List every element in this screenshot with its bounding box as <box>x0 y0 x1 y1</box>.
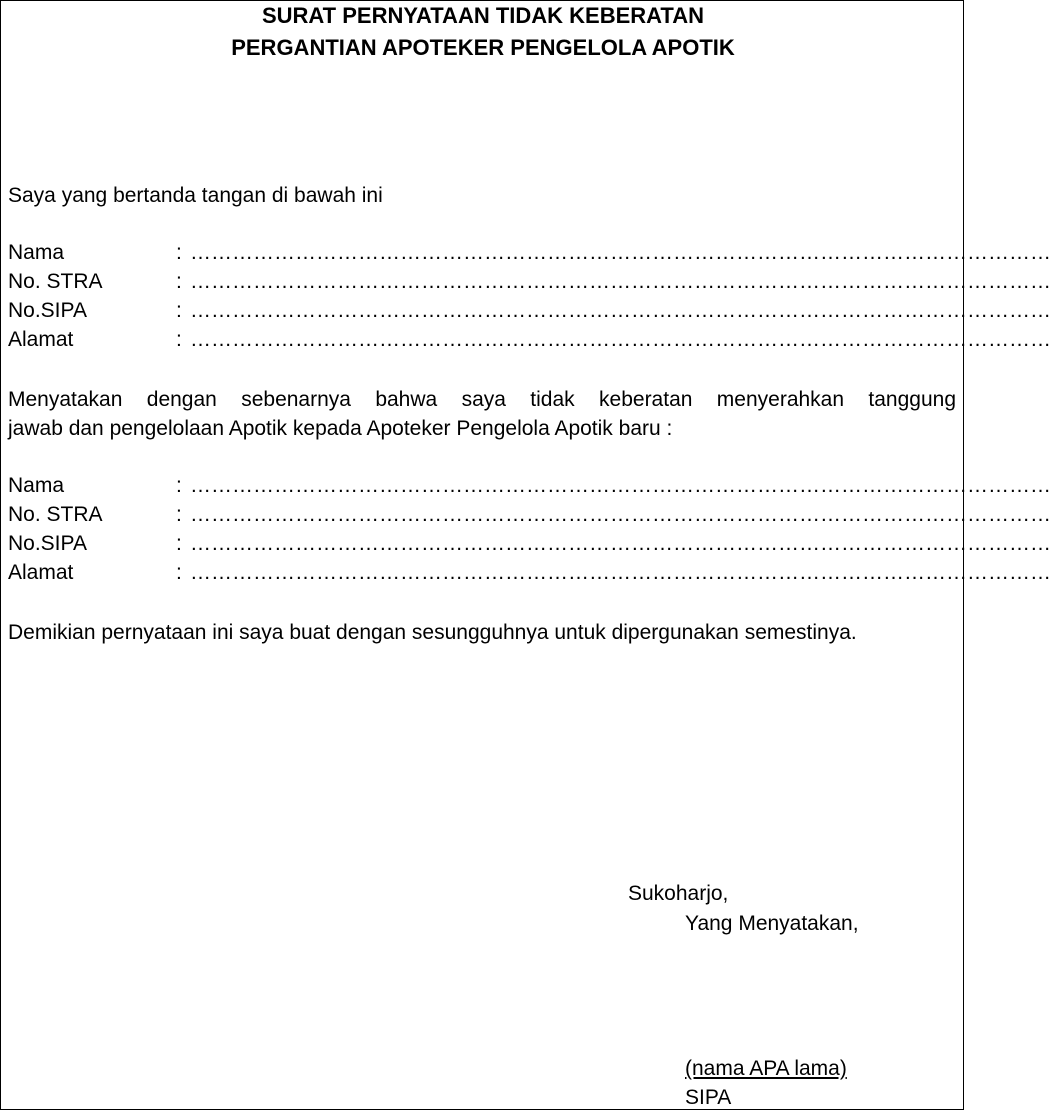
signature-declarant: Yang Menyatakan, <box>685 912 859 935</box>
first-alamat-blank: …………………………………………………………………………………………………………… <box>190 328 1051 351</box>
first-nama-colon: : <box>176 241 182 264</box>
second-nama-label: Nama <box>8 474 65 497</box>
second-nama-field <box>8 472 1051 500</box>
intro-text: Saya yang bertanda tangan di bawah ini <box>8 184 383 207</box>
first-alamat-field <box>8 326 1051 354</box>
second-sipa-colon: : <box>176 532 182 555</box>
first-stra-label: No. STRA <box>8 270 103 293</box>
title-line-1: SURAT PERNYATAAN TIDAK KEBERATAN <box>261 3 705 28</box>
first-sipa-field <box>8 297 1051 325</box>
second-sipa-blank: …………………………………………………………………………………………………………… <box>190 532 1051 555</box>
first-alamat-colon: : <box>176 328 182 351</box>
second-sipa-field <box>8 530 1051 558</box>
second-alamat-label: Alamat <box>8 561 74 584</box>
first-stra-colon: : <box>176 270 182 293</box>
second-stra-label: No. STRA <box>8 503 103 526</box>
first-alamat-label: Alamat <box>8 328 74 351</box>
second-stra-field <box>8 501 1051 529</box>
statement-line-1: Menyatakan dengan sebenarnya bahwa saya tidak keberatan menyerahkan tanggung <box>8 388 956 411</box>
signature-place: Sukoharjo, <box>628 882 729 905</box>
first-sipa-colon: : <box>176 299 182 322</box>
statement-line-2: jawab dan pengelolaan Apotik kepada Apoteker Pengelola Apotik baru : <box>8 417 673 440</box>
first-sipa-label: No.SIPA <box>8 299 87 322</box>
second-stra-blank: …………………………………………………………………………………………………………… <box>190 503 1051 526</box>
signature-sipa: SIPA <box>685 1086 732 1109</box>
first-stra-blank: …………………………………………………………………………………………………………… <box>190 270 1051 293</box>
second-nama-blank: …………………………………………………………………………………………………………… <box>190 474 1051 497</box>
closing-text: Demikian pernyataan ini saya buat dengan sesungguhnya untuk dipergunakan semestinya. <box>8 621 857 644</box>
second-alamat-colon: : <box>176 561 182 584</box>
second-alamat-blank: …………………………………………………………………………………………………………… <box>190 561 1051 584</box>
first-nama-field <box>8 239 1051 267</box>
second-sipa-label: No.SIPA <box>8 532 87 555</box>
signature-name: (nama APA lama) <box>685 1057 847 1080</box>
first-sipa-blank: …………………………………………………………………………………………………………… <box>190 299 1051 322</box>
first-nama-blank: …………………………………………………………………………………………………………… <box>190 241 1051 264</box>
second-stra-colon: : <box>176 503 182 526</box>
second-alamat-field <box>8 559 1051 587</box>
title-line-2: PERGANTIAN APOTEKER PENGELOLA APOTIK <box>231 35 735 60</box>
first-nama-label: Nama <box>8 241 65 264</box>
first-stra-field <box>8 268 1051 296</box>
second-nama-colon: : <box>176 474 182 497</box>
statement-paragraph <box>8 385 956 443</box>
